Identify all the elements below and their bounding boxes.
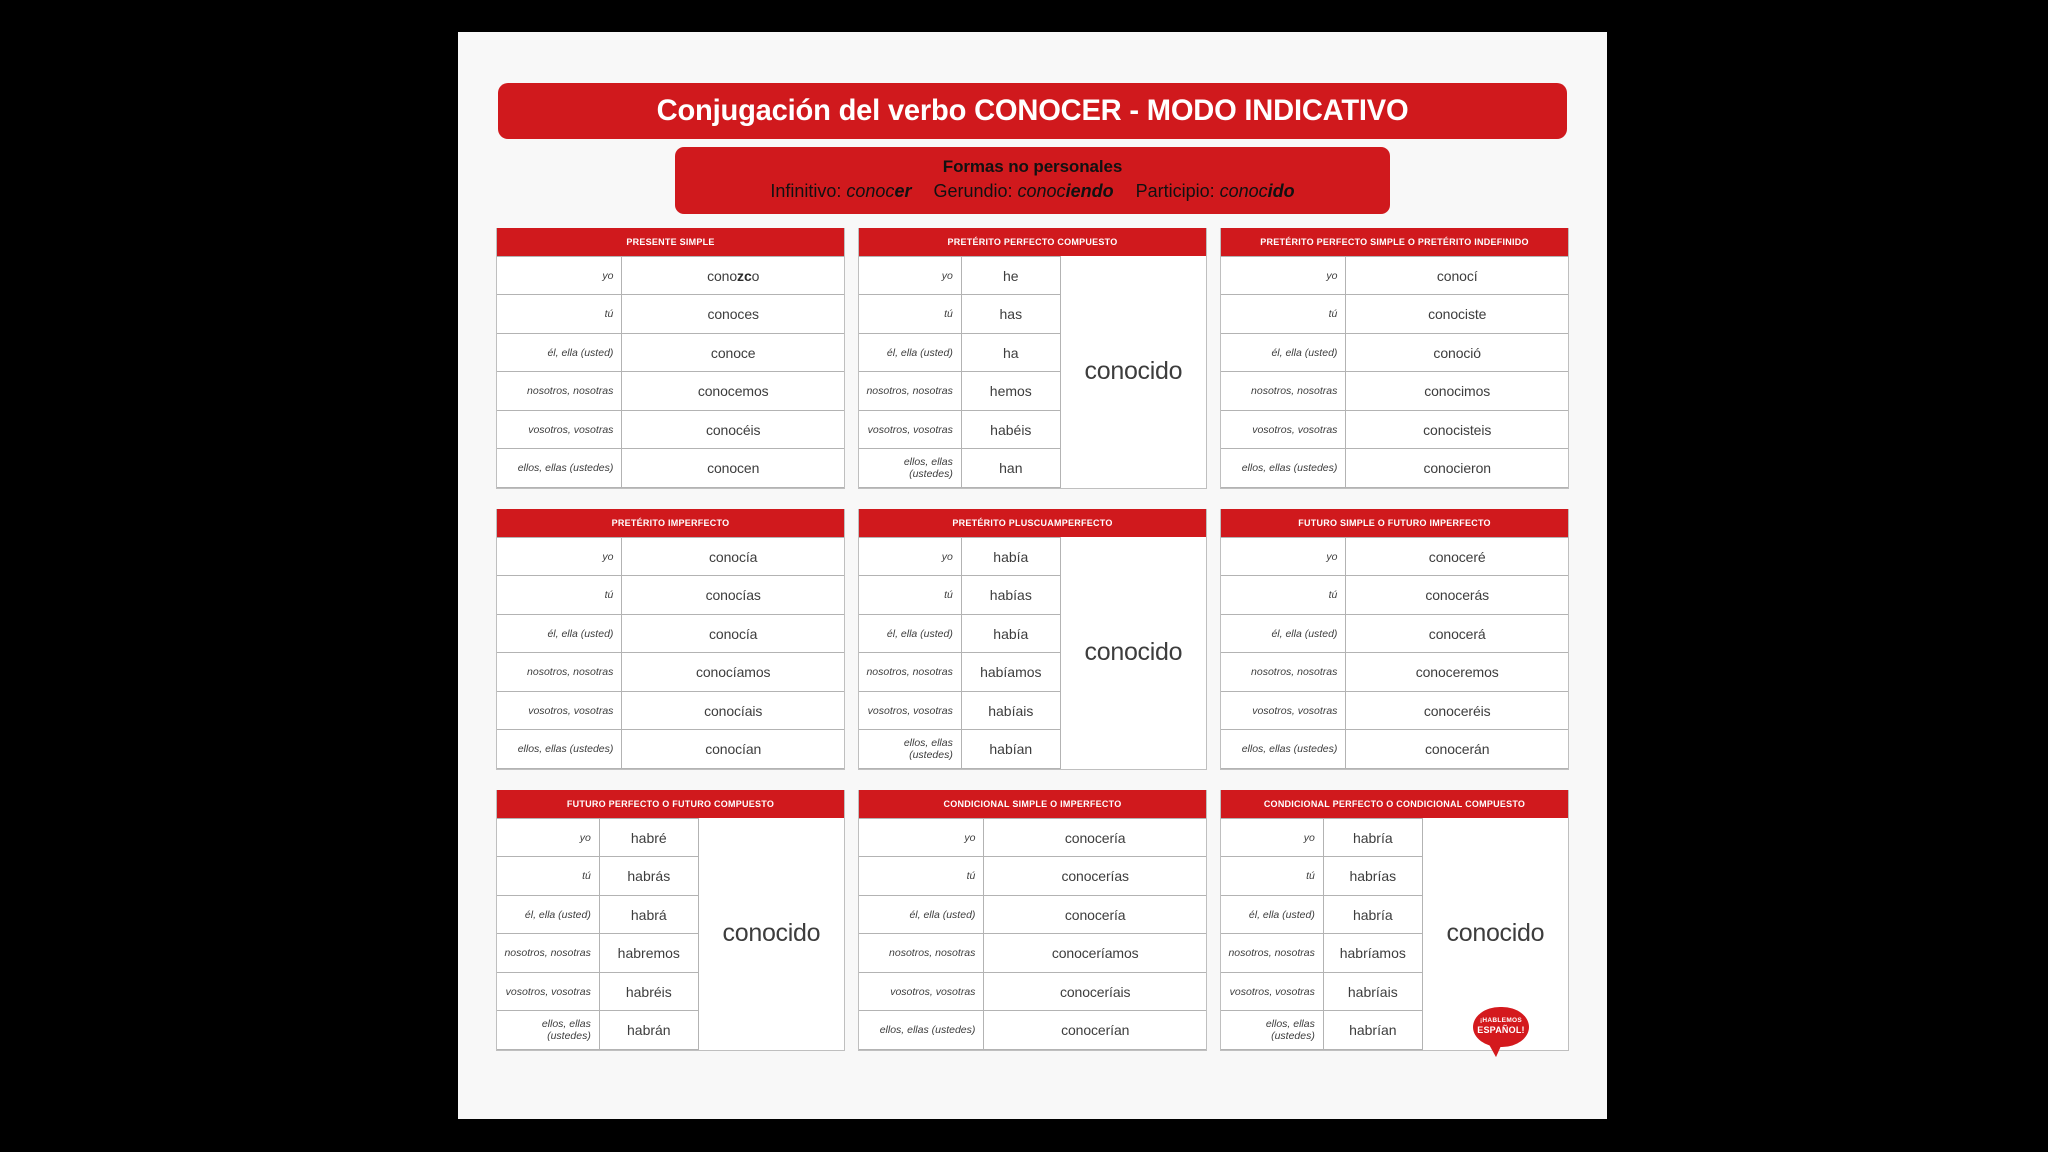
impersonal-form-1 [933,181,1113,201]
table-row [859,895,1206,934]
conjugated-form-cell: conocíais [622,691,844,730]
table-row [497,818,844,857]
table-row [497,653,844,692]
pronoun-cell: nosotros, nosotras [1221,934,1323,973]
impersonal-form-stem: conoc [846,181,895,202]
conjugated-form-cell: conocerán [1346,730,1568,769]
conjugated-form-cell: conocíamos [622,653,844,692]
auxiliary-verb-cell: hemos [961,372,1060,411]
pronoun-cell: vosotros, vosotras [859,972,984,1011]
auxiliary-verb-cell: habrías [1323,857,1422,896]
tense-grid-row-2 [496,509,1569,770]
impersonal-form-label: Participio: [1135,181,1220,202]
table-row [497,614,844,653]
table-row [497,372,844,411]
conjugated-form-cell: conocía [622,614,844,653]
page-title: Conjugación del verbo CONOCER - MODO INDICATIVO [656,94,1409,127]
impersonal-form-0 [770,181,911,201]
impersonal-form-label: Infinitivo: [770,181,847,202]
conjugated-form-cell: conocí [1346,256,1568,295]
pronoun-cell: vosotros, vosotras [1221,972,1323,1011]
pronoun-cell: tú [859,857,984,896]
conjugated-form-cell: conocemos [622,372,844,411]
table-row [497,537,844,576]
table-row [497,333,844,372]
pronoun-cell: él, ella (usted) [859,333,961,372]
auxiliary-verb-cell: habían [961,730,1060,769]
pronoun-cell: nosotros, nosotras [497,934,599,973]
pronoun-cell: vosotros, vosotras [1221,410,1346,449]
pronoun-cell: ellos, ellas (ustedes) [859,1011,984,1050]
pronoun-cell: tú [1221,295,1346,334]
pronoun-cell: nosotros, nosotras [859,372,961,411]
pronoun-cell: yo [1221,818,1323,857]
logo-line-1: ¡HABLEMOS [1479,1017,1523,1024]
conjugated-form-cell: conocimos [1346,372,1568,411]
tense-title: CONDICIONAL SIMPLE O IMPERFECTO [859,790,1206,818]
conjugated-form-cell: conocerás [1346,576,1568,615]
conjugation-table [859,537,1206,769]
auxiliary-verb-cell: habremos [599,934,698,973]
table-row [859,934,1206,973]
logo-line-2: ESPAÑOL! [1477,1025,1525,1035]
table-row [1221,614,1568,653]
conjugated-form-cell: conocisteis [1346,410,1568,449]
table-row [497,449,844,488]
table-row [497,410,844,449]
pronoun-cell: él, ella (usted) [1221,333,1346,372]
conjugated-form-cell: conozco [622,256,844,295]
participle-cell: conocido [1446,919,1545,948]
table-row [497,256,844,295]
conjugated-form-cell: conocen [622,449,844,488]
conjugated-form-cell: conoce [622,333,844,372]
conjugated-form-cell: conoceré [1346,537,1568,576]
tense-card [496,509,845,770]
table-row [1221,372,1568,411]
impersonal-form-2 [1136,181,1295,201]
tense-title: PRETÉRITO PLUSCUAMPERFECTO [859,509,1206,537]
tense-card [1220,228,1569,489]
tense-title: PRETÉRITO PERFECTO SIMPLE O PRETÉRITO INDEFINIDO [1221,228,1568,256]
table-row [1221,333,1568,372]
pronoun-cell: yo [497,818,599,857]
conjugated-form-cell: conoció [1346,333,1568,372]
auxiliary-verb-cell: habría [1323,818,1422,857]
table-row [1221,730,1568,769]
pronoun-cell: él, ella (usted) [497,333,622,372]
conjugation-table [859,256,1206,488]
table-row [1221,410,1568,449]
table-row [1221,256,1568,295]
pronoun-cell: ellos, ellas (ustedes) [497,730,622,769]
pronoun-cell: ellos, ellas (ustedes) [1221,730,1346,769]
conjugated-form-cell: conociste [1346,295,1568,334]
irregular-stem-highlight: zc [737,267,752,284]
table-row [859,972,1206,1011]
pronoun-cell: ellos, ellas (ustedes) [497,1011,599,1050]
tense-title: FUTURO PERFECTO O FUTURO COMPUESTO [497,790,844,818]
pronoun-cell: vosotros, vosotras [497,972,599,1011]
pronoun-cell: tú [497,576,622,615]
auxiliary-verb-cell: habría [1323,895,1422,934]
tense-card [858,228,1207,489]
pronoun-cell: vosotros, vosotras [497,410,622,449]
impersonal-forms-row [675,180,1390,203]
pronoun-cell: tú [859,576,961,615]
tense-card [496,790,845,1051]
auxiliary-verb-cell: había [961,537,1060,576]
pronoun-cell: él, ella (usted) [859,614,961,653]
table-row [1221,537,1568,576]
conjugated-form-cell: conocería [984,818,1206,857]
impersonal-forms-heading: Formas no personales [942,157,1123,176]
conjugated-form-cell: conoceríais [984,972,1206,1011]
table-row [1221,653,1568,692]
auxiliary-verb-cell: habrían [1323,1011,1422,1050]
tense-grid-row-3 [496,790,1569,1051]
conjugation-table [497,537,844,769]
pronoun-cell: ellos, ellas (ustedes) [859,449,961,488]
conjugation-table [859,818,1206,1050]
pronoun-cell: él, ella (usted) [1221,614,1346,653]
table-row [859,537,1206,576]
auxiliary-verb-cell: habríais [1323,972,1422,1011]
tense-grid-row-1 [496,228,1569,489]
conjugated-form-cell: conocías [622,576,844,615]
pronoun-cell: tú [859,295,961,334]
table-row [1221,691,1568,730]
auxiliary-verb-cell: has [961,295,1060,334]
hablemos-espanol-logo[interactable] [1471,1007,1531,1062]
pronoun-cell: nosotros, nosotras [1221,372,1346,411]
pronoun-cell: tú [1221,857,1323,896]
participle-cell: conocido [722,919,821,948]
conjugated-form-cell: conocerían [984,1011,1206,1050]
auxiliary-verb-cell: han [961,449,1060,488]
tense-card [1220,509,1569,770]
conjugated-form-cell: conoceremos [1346,653,1568,692]
tense-card [858,509,1207,770]
worksheet-page [458,32,1607,1119]
pronoun-cell: él, ella (usted) [859,895,984,934]
pronoun-cell: nosotros, nosotras [1221,653,1346,692]
tense-title: PRETÉRITO IMPERFECTO [497,509,844,537]
auxiliary-verb-cell: habíais [961,691,1060,730]
conjugation-table [1221,537,1568,769]
table-row [859,256,1206,295]
auxiliary-verb-cell: habrá [599,895,698,934]
impersonal-form-label: Gerundio: [933,181,1018,202]
auxiliary-verb-cell: habíamos [961,653,1060,692]
pronoun-cell: vosotros, vosotras [497,691,622,730]
tense-title: PRETÉRITO PERFECTO COMPUESTO [859,228,1206,256]
pronoun-cell: nosotros, nosotras [497,653,622,692]
pronoun-cell: ellos, ellas (ustedes) [859,730,961,769]
tense-card [858,790,1207,1051]
auxiliary-verb-cell: habéis [961,410,1060,449]
pronoun-cell: nosotros, nosotras [859,934,984,973]
table-row [497,295,844,334]
conjugated-form-cell: conoces [622,295,844,334]
table-row [1221,295,1568,334]
conjugated-form-cell: conocían [622,730,844,769]
pronoun-cell: tú [497,857,599,896]
table-row [497,576,844,615]
auxiliary-verb-cell: habrán [599,1011,698,1050]
pronoun-cell: vosotros, vosotras [1221,691,1346,730]
auxiliary-verb-cell: habías [961,576,1060,615]
conjugated-form-cell: conoceríamos [984,934,1206,973]
pronoun-cell: yo [859,256,961,295]
table-row [497,730,844,769]
impersonal-form-ending: iendo [1065,181,1114,202]
pronoun-cell: vosotros, vosotras [859,691,961,730]
participle-cell: conocido [1084,638,1183,667]
pronoun-cell: nosotros, nosotras [497,372,622,411]
pronoun-cell: yo [1221,537,1346,576]
conjugated-form-cell: conocería [984,895,1206,934]
impersonal-form-ending: er [894,181,912,202]
pronoun-cell: yo [859,818,984,857]
pronoun-cell: ellos, ellas (ustedes) [497,449,622,488]
conjugated-form-cell: conocéis [622,410,844,449]
table-row [859,1011,1206,1050]
pronoun-cell: yo [497,537,622,576]
conjugated-form-cell: conoceréis [1346,691,1568,730]
conjugated-form-cell: conocía [622,537,844,576]
pronoun-cell: yo [497,256,622,295]
pronoun-cell: vosotros, vosotras [859,410,961,449]
impersonal-form-stem: conoc [1017,181,1066,202]
table-row [859,818,1206,857]
tense-card [496,228,845,489]
pronoun-cell: nosotros, nosotras [859,653,961,692]
auxiliary-verb-cell: habréis [599,972,698,1011]
participle-cell: conocido [1084,357,1183,386]
tense-title: PRESENTE SIMPLE [497,228,844,256]
table-row [1221,818,1568,857]
pronoun-cell: ellos, ellas (ustedes) [1221,449,1346,488]
pronoun-cell: tú [497,295,622,334]
impersonal-form-stem: conoc [1219,181,1268,202]
tense-title: FUTURO SIMPLE O FUTURO IMPERFECTO [1221,509,1568,537]
auxiliary-verb-cell: habrás [599,857,698,896]
table-row [1221,576,1568,615]
pronoun-cell: él, ella (usted) [497,895,599,934]
auxiliary-verb-cell: habríamos [1323,934,1422,973]
auxiliary-verb-cell: he [961,256,1060,295]
pronoun-cell: él, ella (usted) [1221,895,1323,934]
conjugated-form-cell: conocieron [1346,449,1568,488]
auxiliary-verb-cell: había [961,614,1060,653]
pronoun-cell: ellos, ellas (ustedes) [1221,1011,1323,1050]
worksheet-content [496,83,1569,1051]
pronoun-cell: él, ella (usted) [497,614,622,653]
table-row [859,857,1206,896]
pronoun-cell: yo [859,537,961,576]
pronoun-cell: yo [1221,256,1346,295]
conjugation-table [1221,256,1568,488]
impersonal-form-ending: ido [1267,181,1295,202]
page-title-banner [498,83,1567,139]
conjugation-table [497,818,844,1050]
conjugated-form-cell: conocerá [1346,614,1568,653]
impersonal-forms-box [675,147,1390,214]
conjugated-form-cell: conocerías [984,857,1206,896]
table-row [497,691,844,730]
tense-title: CONDICIONAL PERFECTO O CONDICIONAL COMPUESTO [1221,790,1568,818]
auxiliary-verb-cell: habré [599,818,698,857]
table-row [1221,449,1568,488]
auxiliary-verb-cell: ha [961,333,1060,372]
conjugation-table [497,256,844,488]
pronoun-cell: tú [1221,576,1346,615]
